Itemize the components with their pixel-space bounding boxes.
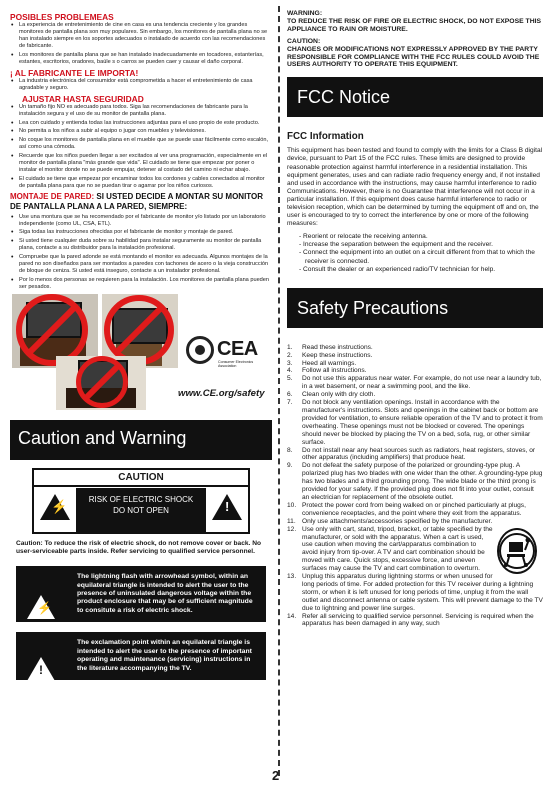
fcc-notice-heading: FCC Notice: [287, 77, 543, 117]
fcc-info-heading: FCC Information: [287, 131, 364, 143]
item-text: Do not block any ventilation openings. Install in accordance with the manufacturer's instructions. Slots and openings in the cabinet back or bottom are provided for ventilation, to ensure reliable operation of the TV and to protect it from overheating. These openings must not be blocked or covered. The openings should never be blocked by placing the TV on a bed, sofa, rug, or other similar surface.: [302, 399, 543, 446]
safety-item: [287, 391, 543, 399]
item-number: 11.: [287, 517, 296, 525]
caution-label: [32, 468, 250, 534]
item-text: Only use attachments/accessories specified by the manufacturer.: [302, 517, 493, 525]
item-text: Refer all servicing to qualified service personnel. Servicing is required when the apparatus has been damaged in any way, such: [302, 612, 534, 628]
item-text: Use only with cart, stand, tripod, bracket, or table specified by the manufacturer, or sold with the apparatus. When a cart is used, use caution when moving the cart/apparatus combination to avoid injury from tip-over. A TV and cart combination should be moved with care. Quick stops, excessive force, and uneven surfaces may cause the TV and cart combination to overturn.: [302, 525, 493, 573]
safety-item: [287, 367, 543, 375]
safety-item: [287, 613, 543, 629]
safety-item: [287, 399, 543, 446]
item-number: 4.: [287, 367, 293, 375]
list-item: • No coque los monitores de pantalla plana en el mueble que se puede usar fácilmente como escalón, así como una cómoda.: [10, 137, 272, 151]
cea-logo: [186, 336, 260, 368]
safety-list: [287, 344, 543, 629]
prohibited-icon: [76, 356, 128, 408]
safety-item: [287, 447, 543, 463]
list-item: • Recuerde que los niños pueden llegar a ser excitados al ver una programación, especialmente en el monitor de pantalla plana "más grande que vida". El cuidado se tiene que empezar por poner o instalar el monitor donde no se puede empujar, detener al costado del camino ni echar abajo.: [10, 153, 272, 174]
list-item: • Compruebe que la pared adonde se está montando el monitor es adecuada. Algunos montajes de la pared no son diseñados para ser montados a paredes con tachones de acero o la vieja construcción de bloque de ceniza. Si usted está inseguro, contacte a un instalador profesional.: [10, 254, 272, 275]
prohibited-icon: [104, 295, 174, 365]
item-text: Do not defeat the safety purpose of the polarized or grounding-type plug. A polarized plug has two blades with one wider than the other. A grounding-type plug has two blades and a third grounding prong. The wide blade or the third prong is provided for your safety. If the provided plug does not fit into your outlet, consult an electrician for replacement of the obsolete outlet.: [302, 462, 543, 501]
item-number: 9.: [287, 462, 293, 470]
item-text: Follow all instructions.: [302, 367, 367, 375]
lightning-triangle-icon: ⚡: [27, 595, 55, 619]
lightning-warning-icon: ⚡: [40, 494, 70, 520]
adjust-title: AJUSTAR HASTA SEGURIDAD: [22, 93, 144, 104]
caution-line-2: DO NOT OPEN: [113, 505, 169, 515]
list-item: • Lea con cuidado y entienda todas las instrucciones adjuntas para el uso propio de este producto.: [10, 120, 272, 127]
caution-warning-heading: Caution and Warning: [10, 420, 272, 460]
item-number: 13.: [287, 573, 297, 581]
cea-logo-text: CEA: [217, 338, 258, 361]
lightning-text: The lightning flash with arrowhead symbol, within an equilateral triangle is intended to alert the user to the presence of uninsulated dangerous voltage within the product enclosure that may be of sufficient magnitude to consitute a risk of electric shock.: [77, 573, 253, 614]
item-number: 5.: [287, 375, 293, 383]
problems-list: [10, 22, 272, 66]
manufacturer-title: ¡ AL FABRICANTE LE IMPORTA!: [10, 68, 139, 79]
item-text: Protect the power cord from being walked on or pinched particularly at plugs, convenience receptacles, and the point where they exit from the apparatus.: [302, 501, 526, 517]
fcc-body: This equipment has been tested and found to comply with the limits for a Class B digital device, pursuant to Part 15 of the FCC rules. These limits are designed to provide reasonable protection against harmful interference in a residential installation. This equipment generates, uses and can radiate radio frequency energy and, if not installed and used in accordance with the instructions, may cause harmful interference to radio Communications. However, there is no Guarantee that interference will not occur in a particular installation. If this equipment does cause harmful interference to radio or television reception, which can be determined by turning the equipment off and on, the user is encouraged to try to correct the interference by one or more of the following measures:: [287, 147, 543, 228]
item-number: 8.: [287, 446, 293, 454]
left-column: [10, 0, 272, 680]
list-item: • Use una montura que se ha recomendado por el fabricante de monitor y/o listado por un laboratorio independiente (como UL, CSA, ETL).: [10, 214, 272, 228]
safety-item: [287, 462, 543, 502]
caution-note: Caution: To reduce the risk of electric shock, do not remove cover or back. No user-serviceable parts inside. Refer servicing to qualified service personnel.: [16, 539, 262, 556]
fcc-measures: [299, 233, 543, 273]
unsafe-tv-photos: [10, 294, 272, 412]
wall-title: [10, 192, 272, 212]
list-item: - Consult the dealer or an experienced radio/TV technician for help.: [299, 265, 496, 273]
list-item: • La industria electrónica del consumidor está comprometida a hacer el entretenimiento de casa agradable y seguro.: [10, 78, 272, 92]
warning-text: WARNING: TO REDUCE THE RISK OF FIRE OR ELECTRIC SHOCK, DO NOT EXPOSE THIS APPLIANCE TO RAIN OR MOISTURE.: [287, 10, 542, 33]
column-divider: [278, 6, 280, 776]
item-text: Clean only with dry cloth.: [302, 391, 376, 399]
item-number: 3.: [287, 359, 293, 367]
item-text: Keep these instructions.: [302, 351, 373, 359]
cea-mark-icon: [186, 336, 214, 364]
safety-item: [287, 573, 543, 613]
safety-item: [287, 502, 543, 518]
safety-item: [287, 526, 543, 573]
item-text: Do not use this apparatus near water. For example, do not use near a laundry tub, in a wet basement, or near a swimming pool, and the like.: [302, 375, 542, 391]
item-number: 2.: [287, 351, 293, 359]
safety-item: [287, 518, 543, 526]
cart-tipover-icon: [497, 528, 537, 574]
list-item: • La experiencia de entretenimiento de cine en casa es una tendencia creciente y los grandes monitores de pantalla plana son muy populares. Sin embargo, los monitores de pantalla plana no se han instalado siempre en los soportes adecuados o instalado de acuerdo con las recomendaciones de fabricante.: [10, 22, 272, 50]
problems-title: POSIBLES PROBLEMEAS: [10, 12, 114, 22]
exclamation-triangle-icon: !: [27, 657, 55, 681]
cea-url[interactable]: www.CE.org/safety: [178, 387, 265, 399]
exclamation-text: The exclamation point within an equilateral triangle is intended to alert the user to the presence of important operating and maintenance (servicing) instructions in the literature accompanying the TV.: [77, 639, 252, 672]
list-item: • El cuidado se tiene que empezar por encaminar todos los cordones y cables conectados al monitor de pantalla plana para que no se puedan tirar o agarrar por los niños curiosos.: [10, 176, 272, 190]
exclamation-warning-icon: !: [212, 494, 242, 520]
safety-item: [287, 360, 543, 368]
caution-label-body: [76, 488, 206, 532]
wall-list: [10, 214, 272, 291]
lightning-explanation: [16, 566, 266, 622]
photo-cabinet: [56, 356, 146, 410]
item-number: 1.: [287, 343, 293, 351]
list-item: • No permita a los niños a subir al equipo o jugar con muebles y televisiones.: [10, 128, 272, 135]
wall-title-black: SI USTED DECIDE A MONTAR SU MONITOR DE PANTALLA PLANA A LA PARED, SIEMPRE:: [10, 191, 264, 211]
item-text: Read these instructions.: [302, 343, 373, 351]
list-item: • Siga todas las instrucciones ofrecidas por el fabricante de monitor y montaje de pared.: [10, 229, 272, 236]
safety-item: [287, 352, 543, 360]
item-number: 14.: [287, 612, 297, 620]
adjust-list: [10, 104, 272, 190]
exclamation-explanation: [16, 632, 266, 680]
safety-heading: Safety Precautions: [287, 288, 543, 328]
item-text: Unplug this apparatus during lightning storms or when unused for long periods of time. For added protection for this TV receiver during a lightning storm, or when it is left unused for long periods of time, unplug it from the wall outlet and disconnect antenna or cable system. This will prevent damage to the TV due to lightning and power line surges.: [302, 573, 543, 612]
list-item: • Los monitores de pantalla plana que se han instalado inadecuadamente en tocadores, estanterías, estantes, escritorios, oradores, baúle s o carros se pueden caer y causar el daño corporal.: [10, 52, 272, 66]
item-text: Heed all warnings.: [302, 359, 357, 367]
list-item: - Connect the equipment into an outlet on a circuit different from that to which the receiver is connected.: [299, 249, 535, 265]
manufacturer-list: [10, 78, 272, 92]
safety-item: [287, 375, 543, 391]
safety-item: [287, 344, 543, 352]
item-text: Do not install near any heat sources such as radiators, heat registers, stoves, or other apparatus (including amplifiers) that produce heat.: [302, 446, 536, 462]
caution-text: CAUTION: CHANGES OR MODIFICATIONS NOT EXPRESSLY APPROVED BY THE PARTY RESPONSIBLE FOR COMPLIANCE WITH THE FCC RULES COULD AVOID THE USERS AUTHORITY TO OPERATE THIS EQUIPMENT.: [287, 37, 540, 69]
caution-label-title: CAUTION: [34, 470, 248, 487]
list-item: - Reorient or relocate the receiving antenna.: [299, 233, 428, 241]
cea-subtitle: Consumer Electronics Association: [218, 359, 254, 368]
caution-line-1: RISK OF ELECTRIC SHOCK: [88, 494, 194, 504]
item-number: 6.: [287, 391, 293, 399]
item-number: 7.: [287, 399, 293, 407]
item-number: 12.: [287, 525, 297, 533]
list-item: • Si usted tiene cualquier duda sobre su habilidad para instalar seguramente su monitor de pantalla plana, contacte a su distribuidor para la instalación profesional.: [10, 238, 272, 252]
page-number: 2: [272, 768, 280, 783]
list-item: • Por lo menos dos personas se requieren para la instalación. Los monitores de pantalla plana pueden ser pesados.: [10, 277, 272, 291]
list-item: - Increase the separation between the equipment and the receiver.: [299, 241, 493, 249]
wall-title-red: MONTAJE DE PARED:: [10, 191, 95, 201]
item-number: 10.: [287, 501, 297, 509]
right-column: [287, 0, 543, 628]
list-item: • Un tamaño fijo NO es adecuado para todos. Siga las recomendaciones de fabricante para la instalación segura y el uso de su monitor de pantalla plana.: [10, 104, 272, 118]
